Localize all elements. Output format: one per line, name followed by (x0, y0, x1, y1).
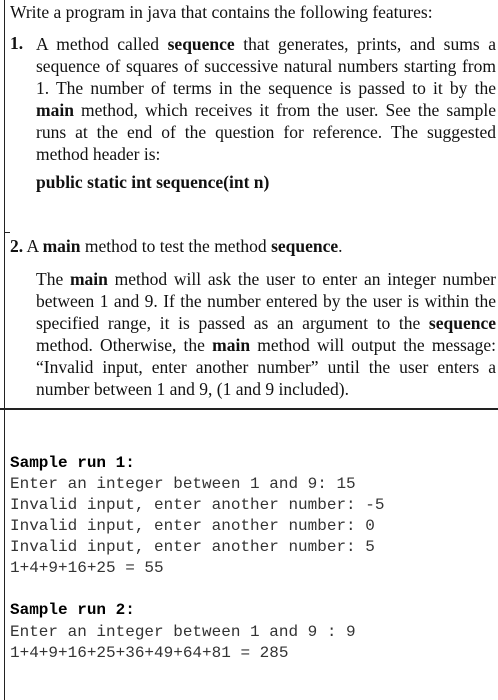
sample1-line: Invalid input, enter another number: 0 (10, 517, 375, 535)
item2-number: 2. (10, 236, 24, 256)
desc-b1: main (69, 269, 108, 289)
sample1-line: 1+4+9+16+25 = 55 (10, 559, 164, 577)
item2-mid1: method to test the method (80, 236, 272, 256)
item1-mid2: method, which receives it from the user. See the sample runs at the end of the question for reference. The suggested method header is: (36, 100, 496, 164)
desc-b2: sequence (428, 313, 496, 333)
intro-text: Write a program in java that contains the following features: (10, 2, 433, 22)
item2-bold-main: main (42, 236, 81, 256)
sample1-line: Enter an integer between 1 and 9: 15 (10, 475, 356, 493)
item1-text (36, 33, 496, 165)
item1-bold-main: main (36, 100, 74, 120)
method-header: public static int sequence(int n) (36, 172, 270, 192)
item2-description (36, 268, 496, 400)
sample2-line: 1+4+9+16+25+36+49+64+81 = 285 (10, 644, 289, 662)
item2-end: . (338, 236, 343, 256)
sample1-line: Invalid input, enter another number: 5 (10, 538, 375, 556)
item1-number: 1. (10, 33, 24, 53)
sample2-title: Sample run 2: (10, 601, 135, 619)
sample1-title: Sample run 1: (10, 454, 135, 472)
item1-pre: A method called (36, 34, 168, 54)
item2-line (10, 236, 343, 257)
sample2-line: Enter an integer between 1 and 9 : 9 (10, 623, 356, 641)
section-divider (0, 408, 498, 410)
desc-b3: main (212, 335, 251, 355)
desc-p4: method will output the message: “Invalid input, enter another number” until the user enters a number between 1 and 9, (1 and 9 included). (36, 335, 496, 399)
desc-p3: method. Otherwise, the (36, 335, 213, 355)
item2-bold-sequence: sequence (271, 236, 339, 256)
left-border-line (4, 0, 5, 700)
desc-p1: The (36, 269, 70, 289)
item1-mid1: that generates, prints, and sums a sequence of squares of successive natural numbers starting from 1. The number of terms in the sequence is passed to it by the (36, 34, 496, 98)
desc-p2: method will ask the user to enter an integer number between 1 and 9. If the number entered by the user is within the specified range, it is passed as an argument to the (36, 269, 496, 333)
item1-bold-sequence: sequence (167, 34, 235, 54)
item2-pre: A (23, 236, 43, 256)
tick-line (4, 232, 10, 233)
sample1-line: Invalid input, enter another number: -5 (10, 496, 385, 514)
